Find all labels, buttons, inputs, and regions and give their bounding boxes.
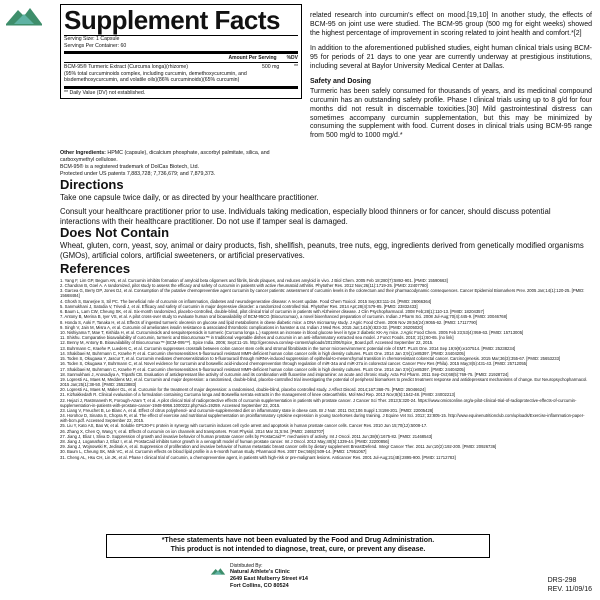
ingredient-dv: ** <box>293 64 298 71</box>
reference-item: 19. Lopresti AL, Maes M, Meddens MJ, et al. Curcumin and major depression: a randomised, double-blind, placebo-controlled trial investigating the potential of peripheral biomarkers to predict treatment response and antidepressant mechanisms of change. Eur Neuropsychopharmacol. 2015 Jan;25(1):38-50. [PMID: 25523883] <box>60 376 588 387</box>
directions-text: Take one capsule twice daily, or as directed by your healthcare practitioner. <box>60 193 319 202</box>
safety-paragraph: Turmeric has been safely consumed for thousands of years, and its medicinal compound curcumin has an outstanding safety profile. Phase I clinical trials using up to 8 g/d for four months did not result in discernable toxicities.[30] Mild gastrointestinal distress can sometimes accompany curcumin supplementation, but this may be minimized by consuming the supplement with food. Current doses in clinical trials using BCM-95 range from 500 mg/d to 1000 mg/d.* <box>310 87 592 140</box>
other-ingredients-text: HPMC (capsule), dicalcium phosphate, ascorbyl palmitate, silica, and carboxymethyl cellulose. <box>60 150 270 163</box>
reference-item: 22. Hejazi J, Rastmanesh R, Forough-Azam T, et al. A pilot clinical trial of radioprotective effects of curcumin supplementation in patients with prostate cancer. J Cancer Sci Ther. 2013;5:320-24. https://www.omicsonline.org/a-pilot-clinical-trial-of-radioprotective-effects-of-curcumin-supplementation-in-patients-with-prostate-cancer-1948-5956.1000222.php?aid=19259. Accessed September 22, 2015. <box>60 397 577 408</box>
reference-item: 18. Sanmukhani J, Anovadiya A, Tripathi CB. Evaluation of antidepressant like activity of curcumin and its combination with fluoxetine and imipramine: an acute and chronic study. Acta Pol Pharm. 2011 Sep-Oct;68(5):769-75. [PMID: 21928724] <box>60 371 509 377</box>
reference-item: 23. Liang V, Freuchet B, Le Blanc A, et al. Effect of citrus polyphenol- and curcumin-supplemented diet on inflammatory state in obese cats. Br J Nutr. 2011 Oct;106 Suppl 1:S198-201. [PMID: 22005428] <box>60 407 434 413</box>
directions-heading: Directions <box>60 177 124 192</box>
supplement-facts-title: Supplement Facts <box>64 7 298 36</box>
reference-item: 15. Toden S, Okugawa Y, Jascur T, et al. Curcumin mediates chemosensitization to 5-fluorouracil through miRNA-induced suppression of epithelial-to-mesenchymal transition in chemoresistant colorectal cancer. Carcinogenesis. 2015 Mar;36(3):355-67. [PMID: 25653233] <box>60 356 561 362</box>
reference-item: 31. Cheng AL, Hsu CH, Lin JK, et al. Phase I clinical trial of curcumin, a chemopreventive agent, in patients with high-risk or pre-malignant lesions. Anticancer Res. 2001 Jul-Aug;21(4B):2895-900. [PMID: 11712783] <box>60 454 456 460</box>
reference-item: 3. Garcea G, Berry DP, Jones DJ, et al. Consumption of the putative chemopreventive agent curcumin by cancer patients: assessment of curcumin levels in the colorectum and their pharmacodynamic consequences. Cancer Epidemiol Biomarkers Prev. 2005 Jan;14(1):120-25. [PMID: 15668484] <box>60 288 585 299</box>
distributor-logo-icon <box>210 565 226 577</box>
reference-item: 6. Baum L, Lam CW, Cheung SK, et al. Six-month randomized, placebo-controlled, double-blind, pilot clinical trial of curcumin in patients with Alzheimer disease. J Clin Psychopharmacol. 2008 Feb;28(1):110-13. [PMID: 18204357] <box>60 309 485 315</box>
reference-item: 28. Jiang J, Loganathan J, Eliaz I, et al. ProstaCaid inhibits tumor growth in a xenograft model of human prostate cancer. Int J Oncol. 2012 May;40(5):1339-44. [PMID: 22200856] <box>60 439 389 445</box>
serving-size: Serving Size: 1 Capsule <box>64 36 120 42</box>
amount-header: Amount Per Serving <box>228 55 277 61</box>
reference-item: 10. Nishiyama T, Mae T, Kishida H, et al. Curcuminoids and sesquiterpenoids in turmeric (Curcuma longa L.) suppress an increase in blood glucose level in type 2 diabetic KK-Ay mice. J Agric Food Chem. 2005 Feb 23;53(4):959-63. [PMID: 15713005] <box>60 330 524 335</box>
ingredient-amount: 500 mg <box>262 64 280 71</box>
ingredient-detail: (95% total curcuminoids complex, including curcumin, demethoxycurcumin, and bisdemethoxycurcumin, and volatile oils)(86% curcuminoids)(65% curcumin) <box>64 70 247 84</box>
reference-item: 29. Jiang J, Wojnowski R, Jedinak A, et al. Suppression of proliferation and invasive behavior of human metastatic breast cancer cells by dietary supplement BreastDefend. Integr Cancer Ther. 2011 Jun;10(2):192-200. [PMID: 20926736] <box>60 444 497 450</box>
other-ingredients-section <box>60 150 305 178</box>
reference-item: 5. Sanmukhani J, Satodia V, Trivedi J, et al. Efficacy and safety of curcumin in major depressive disorder: a randomized controlled trial. Phytother Res. 2014 Apr;28(4):579-85. [PMID: 23832433] <box>60 303 418 309</box>
reference-item: 4. Ghosh S, Banerjee S, Sil PC. The beneficial role of curcumin on inflammation, diabetes and neurodegenerative disease: A recent update. Food Chem Toxicol. 2015 Sep;83:111-24. [PMID: 26066364] <box>60 298 432 304</box>
dv-footnote: ** Daily Value (DV) not established. <box>64 89 146 96</box>
does-not-contain-text: Wheat, gluten, corn, yeast, soy, animal or dairy products, fish, shellfish, peanuts, tree nuts, egg, ingredients derived from genetically modified organisms (GMOs), artificial colors, artificial sweeteners, or artificial preservatives. <box>60 241 584 260</box>
reference-item: 24. Horohov D, Sinatra S, Chopra R, et al. The effect of exercise and nutritional supplementation on proinflammatory cytokine expression in young racehorses during training. J Equine Vet Sci. 2012; 32:805-15. http://www.equinenutritionclub.com/uploads/Exercise-inflammation-paper-with-bcm.pdf. Accessed September 22, 2015. <box>60 413 585 424</box>
fda-disclaimer <box>106 534 490 558</box>
disclaimer-line-1: *These statements have not been evaluated by the Food and Drug Administration. <box>161 537 435 544</box>
does-not-contain-heading: Does Not Contain <box>60 225 170 240</box>
product-code: DRS-298 <box>547 577 577 584</box>
reference-item: 21. Kizhakkedath R. Clinical evaluation of a formulation containing Curcuma longa and Boswellia serrata extracts in the management of knee osteoarthritis. Mol Med Rep. 2013 Nov;8(5):1542-48. [PMID: 24002213] <box>60 392 456 398</box>
reference-item: 8. Honda S, Aoki F, Tanaka H, et al. Effects of ingested turmeric oleoresin on glucose and lipid metabolisms in obese diabetic mice: a DNA microarray study. J Agric Food Chem. 2006 Nov 29;54(24):9055-62. [PMID: 17117790] <box>60 319 478 325</box>
trademark-note: BCM-95® is a registered trademark of DolCas Biotech, Ltd. <box>60 163 200 170</box>
reference-item: 17. Shakibaei M, Buhrmann C, Kraehe P, et al. Curcumin chemosensitizes 5-fluorouracil resistant MMR-deficient human colon cancer cells in high density cultures. PLoS One. 2014 Jan 3;9(1):e85397. [PMID: 24404205] <box>60 366 465 372</box>
patents-note: Protected under US patents 7,883,728; 7,736,679; and 7,879,373. <box>60 170 216 177</box>
reference-item: 14. Shakibaei M, Buhrmann C, Kraehe P, et al. Curcumin chemosensitizes 5-fluorouracil resistant MMR-deficient human colon cancer cells in high density cultures. PLoS One. 2014 Jan 3;9(1):e85397. [PMID: 24404205] <box>60 350 465 356</box>
reference-item: 26. Zhang X, Chen Q, Wang Y, et al. Effects of curcumin on ion channels and transporters. Front Physiol. 2014 Mar 31;5:94. [PMID: 24653707] <box>60 428 325 434</box>
reference-item: 9. Singh V, Jain M, Misra A, et al. Curcumin oil ameliorates insulin resistance & associated thrombotic complications in hamster & rat. Indian J Med Res. 2015 Jun;141(6):823-32. [PMID: 26205020] <box>60 324 423 330</box>
directions-warning: Consult your healthcare practitioner prior to use. Individuals taking medication, especially blood thinners or for cancer, should discuss potential interactions with their healthcare practitioner. Do not use if tamper seal is damaged. <box>60 207 551 226</box>
servings-per-container: Servings Per Container: 60 <box>64 42 127 49</box>
reference-item: 20. Lopresti AL, Maes M, Maker GL, et al. Curcumin for the treatment of major depression: a randomised, double-blind, placebo controlled study. J Affect Disord. 2014;167:368-75. [PMID: 25046624] <box>60 387 426 393</box>
other-ingredients-label: Other Ingredients: <box>60 150 106 156</box>
reference-item: 2. Chandran B, Goel A. A randomized, pilot study to assess the efficacy and safety of curcumin in patients with active rheumatoid arthritis. Phytother Res. 2012 Nov;26(11):1719-25. [PMID: 22407780] <box>60 283 428 289</box>
reference-item: 12. Benny M, Antony B. Bioavailability of Biocurcumax™ (BCM-095™). Spice India. 2006; Sept:11-15. http://geronova.com/wp-content/uploads/2013/06/Spice_Board.pdf. Accessed September 22, 2015. <box>60 340 434 346</box>
right-column <box>310 12 592 147</box>
ingredient-name: BCM-95® Turmeric Extract (Curcuma longa)(rhizome) <box>64 64 189 71</box>
references-heading: References <box>60 261 131 276</box>
dv-header: %DV <box>286 55 298 61</box>
references-list <box>60 278 592 460</box>
distributor-label: Distributed By: <box>230 563 263 569</box>
reference-item: 11. Shishu. Comparative bioavailability of curcumin, turmeric and Biocurcumax™ in traditional vegetable dishes and curcumin in an anti-inflammatory extracted sea model. J Funct Foods. 2010; 2(1):60-65. [no link] <box>60 335 454 341</box>
reference-item: 25. Liu Y, Kato AS, Bao W, et al. Soluble GP130-Fc protein in synergy with curcumin induces cell cycle arrest and apoptosis in human prostate cancer cells. Cancer Res. 2010 Jun 15;70(12):5008-17. <box>60 423 428 429</box>
distributor-name: Natural Athlete's Clinic <box>230 569 290 576</box>
reference-item: 13. Buhrmann C, Kraehe P, Lueders C, et al. Curcumin suppresses crosstalk between colon cancer stem cells and stromal fibroblasts in the tumor microenvironment: potential role of EMT. PLoS One. 2014 Sep 19;9(9):e107514. [PMID: 25238234] <box>60 345 516 351</box>
study-paragraph-2: In addition to the aforementioned published studies, eight human clinical trials using BCM-95 for periods of 21 days to one year are currently underway at prestigious institutions, including several at Baylor University Medical Center at Dallas. <box>310 44 592 70</box>
distributor-block <box>230 563 308 590</box>
reference-item: 30. Baum L, Cheung SK, Mok VC, et al. Curcumin effects on blood lipid profile in a 6-month human study. Pharmacol Res. 2007 Dec;56(6):509-14. [PMID: 17951067] <box>60 449 367 455</box>
supplement-facts-panel <box>60 4 302 99</box>
disclaimer-line-2: This product is not intended to diagnose, treat, cure, or prevent any disease. <box>170 545 426 553</box>
safety-heading: Safety and Dosing <box>310 77 372 85</box>
distributor-city: Fort Collins, CO 80524 <box>230 583 289 589</box>
revision-code: REV. 11/09/16 <box>547 586 592 594</box>
distributor-address: 2649 East Mulberry Street #14 <box>230 576 308 583</box>
ingredient-row <box>64 64 298 71</box>
study-paragraph-1: related research into curcumin's effect on mood.[19,10] In another study, the effects of BCM-95 on joint use were studied. The BCM-95 group (500 mg for eight weeks) showed the highest percentage of improvement in scoring related to joint health and comfort.*[2] <box>310 12 592 37</box>
reference-item: 1. Yang F, Lim GP, Begum AN, et al. Curcumin inhibits formation of amyloid beta oligomers and fibrils, binds plaques, and reduces amyloid in vivo. J Biol Chem. 2005 Feb 18;280(7):5892-901. [PMID: 15590663] <box>60 278 448 283</box>
reference-item: 27. Jiang J, Eliaz I, Sliva D. Suppression of growth and invasive behavior of human prostate cancer cells by ProstaCaid™: mechanism of activity. Int J Oncol. 2011 Jun;38(6):1675-82. [PMID: 21468543] <box>60 433 433 439</box>
amount-header-row <box>64 55 298 61</box>
reference-item: 16. Toden S, Okugawa Y, Buhrmann C, et al. Novel evidence for curcumin and boswellic acid-induced chemoprevention through regulation of miR-34a and miR-27a in colorectal cancer. Cancer Prev Res (Phila). 2015 May;8(5):431-43. [PMID: 25712055] <box>60 361 528 367</box>
mountain-logo-icon <box>4 4 44 26</box>
product-codes <box>548 576 592 594</box>
reference-item: 7. Antony B, Merina B, Iyer VS, et al. A pilot cross-over study to evaluate human oral bioavailability of BCM-95CG (Biocurcumax), a novel bioenhanced preparation of curcumin. Indian J Pharm Sci. 2008 Jul-Aug;70(4):445-9. [PMID: 20046768] <box>60 314 508 320</box>
